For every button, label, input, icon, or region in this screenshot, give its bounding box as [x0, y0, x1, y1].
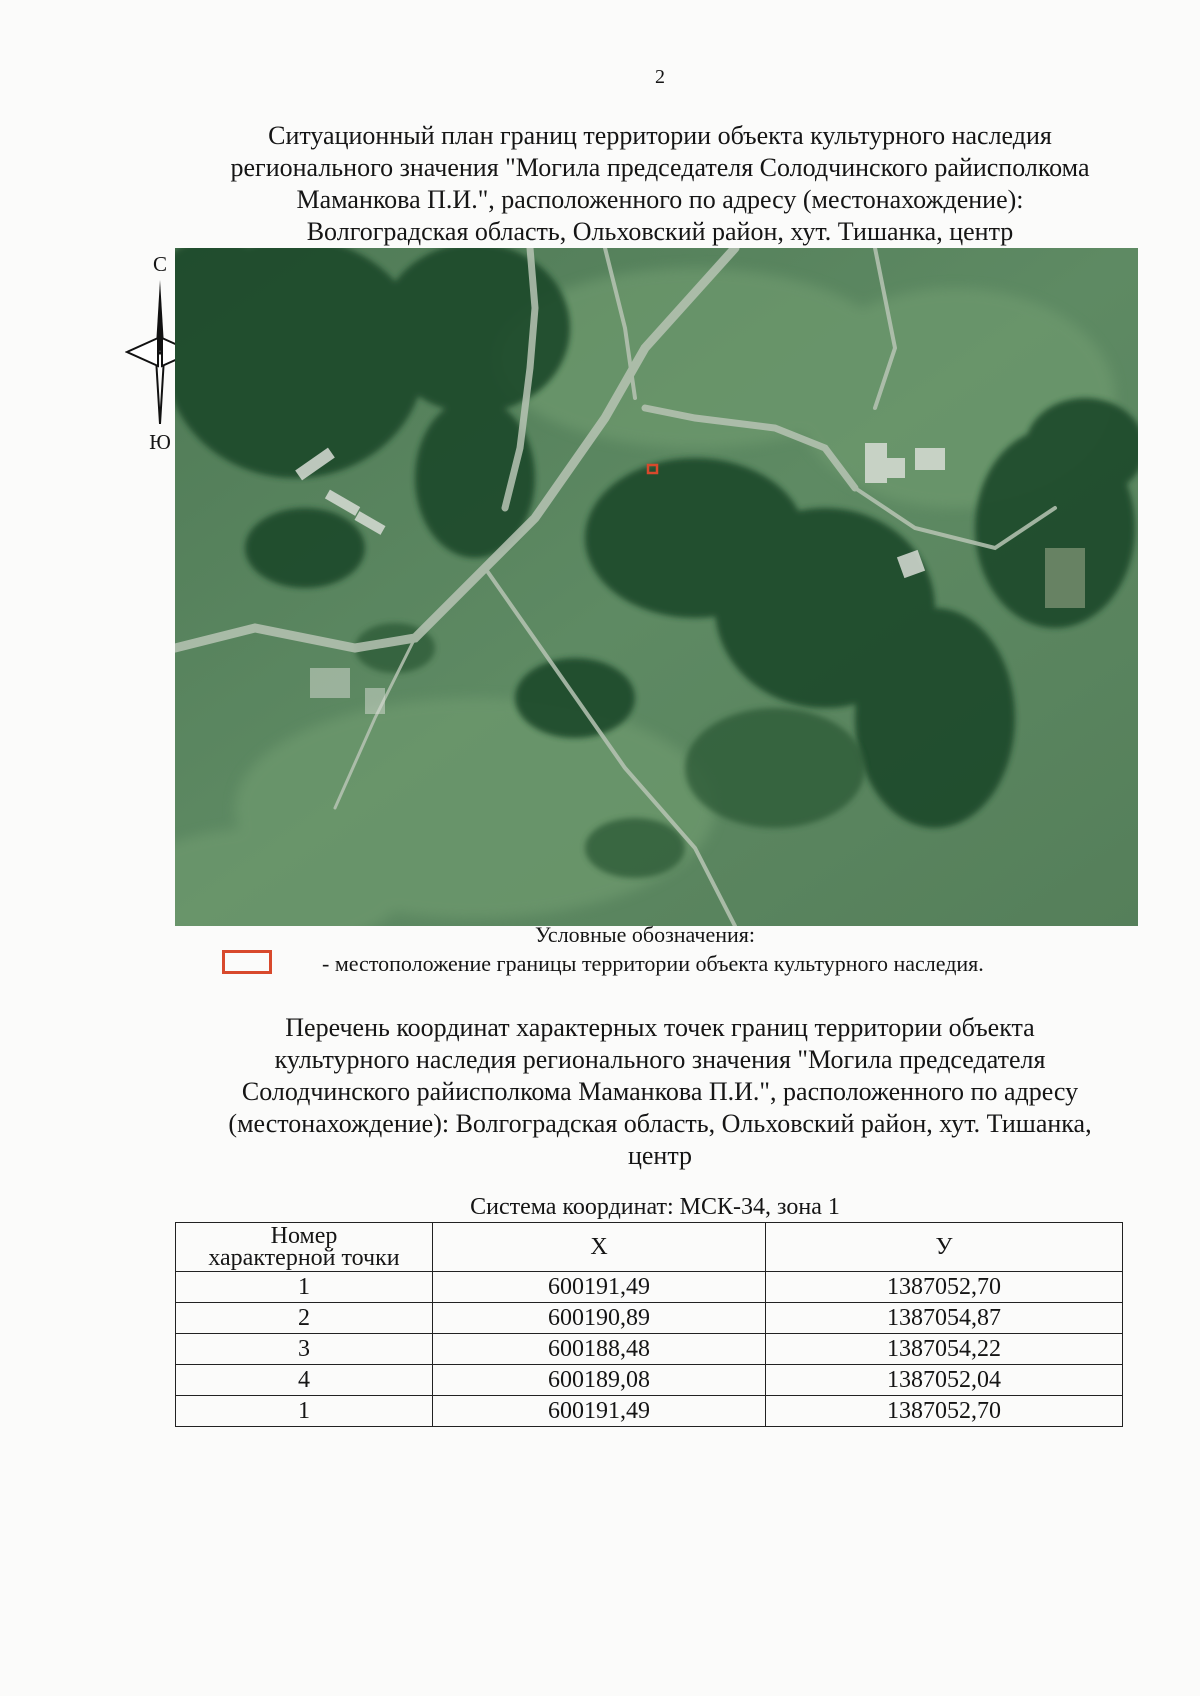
header-point-line2: характерной точки	[208, 1245, 400, 1271]
y-cell: 1387054,87	[766, 1303, 1123, 1334]
table-row	[176, 1303, 1123, 1334]
list-title-line: Солодчинского райисполкома Маманкова П.И.", расположенного по адресу	[241, 1077, 1079, 1106]
table-row	[176, 1396, 1123, 1427]
list-title-line: культурного наследия регионального значения "Могила председателя	[274, 1045, 1046, 1074]
point-number-cell: 1	[176, 1396, 433, 1427]
title-line: Ситуационный план границ территории объекта культурного наследия	[268, 121, 1052, 150]
satellite-image	[175, 248, 1138, 926]
table-row	[176, 1272, 1123, 1303]
x-cell: 600189,08	[433, 1365, 766, 1396]
point-number-cell: 1	[176, 1272, 433, 1303]
coordinates-list-title	[180, 1012, 1140, 1172]
point-number-cell: 3	[176, 1334, 433, 1365]
x-cell: 600191,49	[433, 1396, 766, 1427]
list-title-line: Перечень координат характерных точек границ территории объекта	[285, 1013, 1035, 1042]
header-y: У	[766, 1223, 1123, 1272]
south-label: Ю	[149, 430, 171, 454]
header-x: X	[433, 1223, 766, 1272]
list-title-line: (местонахождение): Волгоградская область, Ольховский район, хут. Тишанка,	[228, 1109, 1092, 1138]
header-point-number	[176, 1223, 433, 1272]
page-number: 2	[655, 66, 665, 88]
x-cell: 600190,89	[433, 1303, 766, 1334]
title-line: регионального значения "Могила председателя Солодчинского райисполкома	[230, 153, 1090, 182]
header-point-line1: Номер	[270, 1223, 338, 1249]
y-cell: 1387052,70	[766, 1396, 1123, 1427]
point-number-cell: 4	[176, 1365, 433, 1396]
coordinates-table	[175, 1222, 1123, 1427]
y-cell: 1387054,22	[766, 1334, 1123, 1365]
y-cell: 1387052,04	[766, 1365, 1123, 1396]
satellite-map	[175, 248, 1138, 926]
table-row	[176, 1365, 1123, 1396]
plan-title	[160, 120, 1160, 248]
table-row	[176, 1334, 1123, 1365]
table-header-row	[176, 1223, 1123, 1272]
x-cell: 600188,48	[433, 1334, 766, 1365]
legend-title: Условные обозначения:	[535, 922, 756, 947]
coordinate-system-label: Система координат: МСК-34, зона 1	[470, 1194, 840, 1220]
title-line: Маманкова П.И.", расположенного по адресу (местонахождение):	[296, 185, 1024, 214]
legend-item-text: - местоположение границы территории объекта культурного наследия.	[322, 951, 984, 976]
list-title-line: центр	[627, 1141, 693, 1170]
legend-boundary-swatch	[222, 950, 272, 974]
y-cell: 1387052,70	[766, 1272, 1123, 1303]
x-cell: 600191,49	[433, 1272, 766, 1303]
point-number-cell: 2	[176, 1303, 433, 1334]
north-label: С	[152, 252, 167, 276]
title-line: Волгоградская область, Ольховский район, хут. Тишанка, центр	[306, 217, 1014, 246]
